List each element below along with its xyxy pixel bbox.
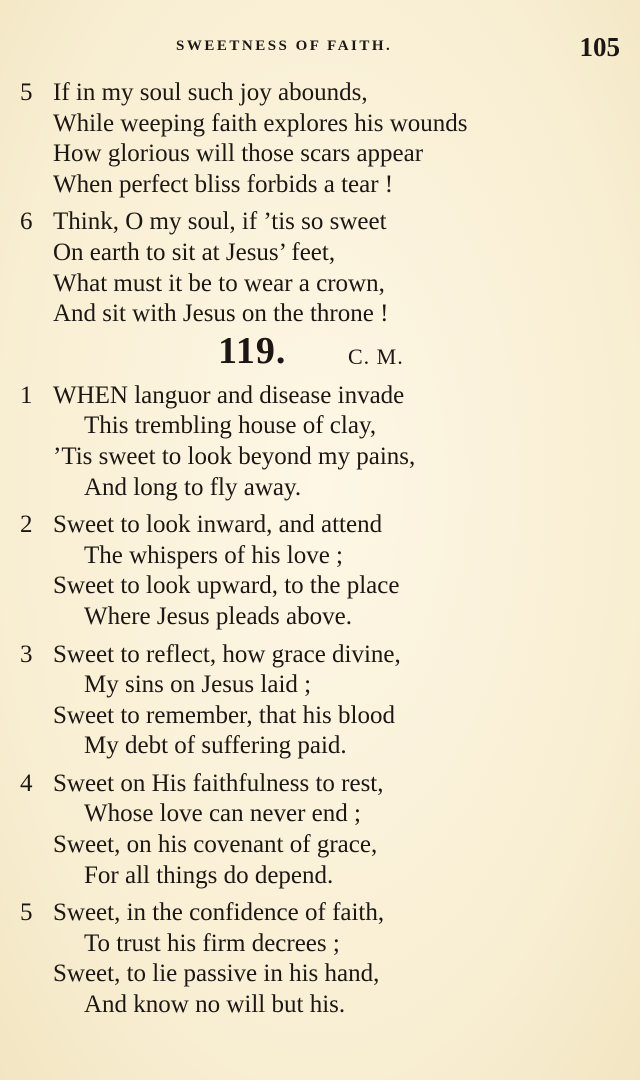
- verse-line: ’Tis sweet to look beyond my pains,: [53, 442, 416, 470]
- page-number: 105: [579, 32, 620, 62]
- stanza-number: 5: [20, 899, 33, 927]
- stanza-number: 1: [20, 381, 33, 409]
- verse-line: How glorious will those scars appear: [53, 140, 424, 168]
- verse-line: What must it be to wear a crown,: [53, 269, 385, 297]
- verse-line: The whispers of his love ;: [84, 541, 343, 569]
- verse-line: On earth to sit at Jesus’ feet,: [53, 238, 336, 266]
- stanza-number: 5: [20, 79, 33, 106]
- verse-line: Sweet to look inward, and attend: [53, 511, 383, 539]
- verse-line: Where Jesus pleads above.: [84, 602, 352, 630]
- stanza-prev-6: [0, 207, 640, 329]
- stanza-number: 4: [20, 769, 33, 797]
- hymn-heading: [0, 329, 640, 378]
- verse-line: For all things do depend.: [84, 861, 334, 889]
- verse-line: This trembling house of clay,: [84, 412, 377, 440]
- verse-line: And long to fly away.: [84, 473, 302, 501]
- verse-line: Sweet on His faithfulness to rest,: [53, 769, 384, 797]
- stanza-number: 2: [20, 511, 33, 539]
- verse-line: If in my soul such joy abounds,: [53, 79, 368, 106]
- verse-line: Sweet, to lie passive in his hand,: [53, 960, 380, 988]
- verse-line: Sweet to look upward, to the place: [53, 572, 400, 600]
- verse-line: And know no will but his.: [84, 991, 346, 1019]
- verse-line: Sweet, in the confidence of faith,: [53, 899, 385, 927]
- verse-line: And sit with Jesus on the throne !: [53, 300, 389, 328]
- verse-line: To trust his firm decrees ;: [84, 929, 340, 957]
- verse-line: Sweet to remember, that his blood: [53, 701, 395, 729]
- verse-line: When perfect bliss forbids a tear !: [53, 170, 394, 198]
- verse-line: Sweet, on his covenant of grace,: [53, 831, 378, 859]
- hymn-text: [0, 78, 640, 1028]
- hymn-meter: C. M.: [348, 343, 404, 369]
- verse-line: Think, O my soul, if ’tis so sweet: [53, 208, 387, 236]
- stanza-1: [0, 381, 640, 503]
- verse-line: My sins on Jesus laid ;: [84, 671, 312, 699]
- stanza-3: [0, 640, 640, 762]
- stanza-4: [0, 769, 640, 891]
- stanza-prev-5: [0, 78, 640, 200]
- verse-line: Whose love can never end ;: [84, 800, 361, 828]
- stanza-5: [0, 898, 640, 1020]
- hymn-number: 119.: [218, 329, 287, 372]
- running-head: [0, 34, 640, 60]
- running-title: SWEETNESS OF FAITH.: [176, 38, 393, 54]
- verse-line: WHEN languor and disease invade: [53, 381, 405, 409]
- verse-line: Sweet to reflect, how grace divine,: [53, 640, 401, 668]
- verse-line: My debt of suffering paid.: [84, 732, 347, 760]
- stanza-number: 6: [20, 208, 33, 236]
- verse-line: While weeping faith explores his wounds: [53, 109, 468, 137]
- stanza-2: [0, 510, 640, 632]
- stanza-number: 3: [20, 640, 33, 668]
